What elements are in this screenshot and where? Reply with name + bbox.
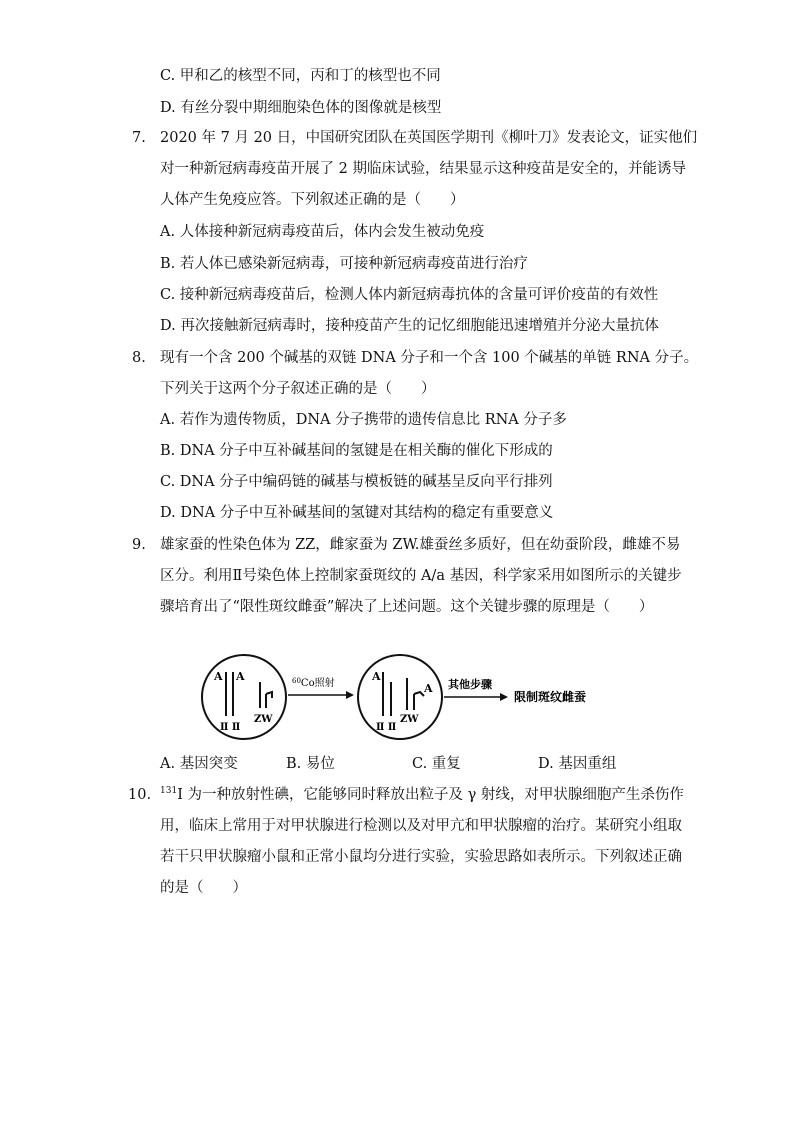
q7-option-c: C. 接种新冠病毒疫苗后，检测人体内新冠病毒抗体的含量可评价疫苗的有效性 <box>160 287 659 303</box>
q10-stem-line-1-text: I 为一种放射性碘，它能够同时释放出粒子及 γ 射线，对甲状腺细胞产生杀伤作 <box>177 787 684 803</box>
q7-stem-line-1: 2020 年 7 月 20 日，中国研究团队在英国医学期刊《柳叶刀》发表论文，证实他们 <box>160 130 698 146</box>
irradiation-label: Co照射 <box>300 678 335 689</box>
svg-text:60Co照射 <box>292 676 335 689</box>
q7-stem-line-2: 对一种新冠病毒疫苗开展了 2 期临床试验，结果显示这种疫苗是安全的，并能诱导 <box>160 161 686 177</box>
q7-option-a: A. 人体接种新冠病毒疫苗后，体内会发生被动免疫 <box>160 224 485 240</box>
q8-option-c: C. DNA 分子中编码链的碱基与模板链的碱基呈反向平行排列 <box>160 474 553 490</box>
q7-option-b: B. 若人体已感染新冠病毒，可接种新冠病毒疫苗进行治疗 <box>160 256 528 272</box>
q10-number: 10. <box>128 787 152 803</box>
cell2-gene-a-right: A <box>424 682 433 695</box>
q9-chromosome-diagram <box>200 650 620 745</box>
q10-stem-line-2: 用，临床上常用于对甲状腺进行检测以及对甲亢和甲状腺瘤的治疗。某研究小组取 <box>160 818 682 834</box>
cell1-roman-label: Ⅱ Ⅱ <box>220 722 241 733</box>
q7-number: 7. <box>132 130 146 146</box>
cell2-chromosome-w-translocated <box>414 692 424 710</box>
q6-option-c: C. 甲和乙的核型不同，丙和丁的核型也不同 <box>160 68 441 84</box>
cell1-gene-a-left: A <box>214 670 223 683</box>
cell1-sex-label: ZW <box>254 714 273 725</box>
q9-option-b: B. 易位 <box>286 756 335 772</box>
irradiation-arrow <box>288 676 354 699</box>
cell1-chromosome-w <box>266 692 272 708</box>
q8-option-b: B. DNA 分子中互补碱基间的氢键是在相关酶的催化下形成的 <box>160 443 553 459</box>
q9-option-d: D. 基因重组 <box>538 756 617 772</box>
q9-option-c: C. 重复 <box>412 756 461 772</box>
q10-stem-line-3: 若干只甲状腺瘤小鼠和正常小鼠均分进行实验，实验思路如表所示。下列叙述正确 <box>160 849 682 865</box>
cell-before-irradiation <box>202 655 286 739</box>
q8-number: 8. <box>132 350 146 366</box>
cell2-sex-label: ZW <box>400 714 419 725</box>
q9-number: 9. <box>132 537 146 553</box>
co-isotope-superscript: 60 <box>292 677 301 685</box>
other-steps-arrow <box>444 677 508 701</box>
q7-stem-line-3: 人体产生免疫应答。下列叙述正确的是（ ） <box>160 192 465 208</box>
cell2-gene-a-left: A <box>372 670 381 683</box>
other-steps-label: 其他步骤 <box>448 678 492 691</box>
q8-stem-line-2: 下列关于这两个分子叙述正确的是（ ） <box>160 381 436 397</box>
result-label: 限制斑纹雌蚕 <box>514 690 587 704</box>
q7-option-d: D. 再次接触新冠病毒时，接种疫苗产生的记忆细胞能迅速增殖并分泌大量抗体 <box>160 318 659 334</box>
q9-stem-line-2: 区分。利用Ⅱ号染色体上控制家蚕斑纹的 A/a 基因，科学家采用如图所示的关键步 <box>160 568 682 584</box>
q8-option-a: A. 若作为遗传物质，DNA 分子携带的遗传信息比 RNA 分子多 <box>160 412 567 428</box>
q6-option-d: D. 有丝分裂中期细胞染色体的图像就是核型 <box>160 100 442 116</box>
cell-after-irradiation <box>358 655 442 739</box>
q9-stem-line-1: 雄家蚕的性染色体为 ZZ，雌家蚕为 ZW.雄蚕丝多质好，但在幼蚕阶段，雌雄不易 <box>160 537 681 553</box>
q9-stem-line-3: 骤培育出了“限性斑纹雌蚕”解决了上述问题。这个关键步骤的原理是（ ） <box>160 599 654 615</box>
q10-stem-line-1 <box>160 785 684 805</box>
cell1-gene-a-mid: A <box>236 670 245 683</box>
q9-option-a: A. 基因突变 <box>160 756 238 772</box>
q8-stem-line-1: 现有一个含 200 个碱基的双链 DNA 分子和一个含 100 个碱基的单链 RNA 分子。 <box>160 350 699 366</box>
cell2-roman-label: Ⅱ Ⅱ <box>376 722 397 733</box>
q9-options-row <box>160 752 680 772</box>
iodine-isotope-superscript: 131 <box>160 786 178 797</box>
q10-stem-line-4: 的是（ ） <box>160 880 247 896</box>
q8-option-d: D. DNA 分子中互补碱基间的氢键对其结构的稳定有重要意义 <box>160 505 554 521</box>
